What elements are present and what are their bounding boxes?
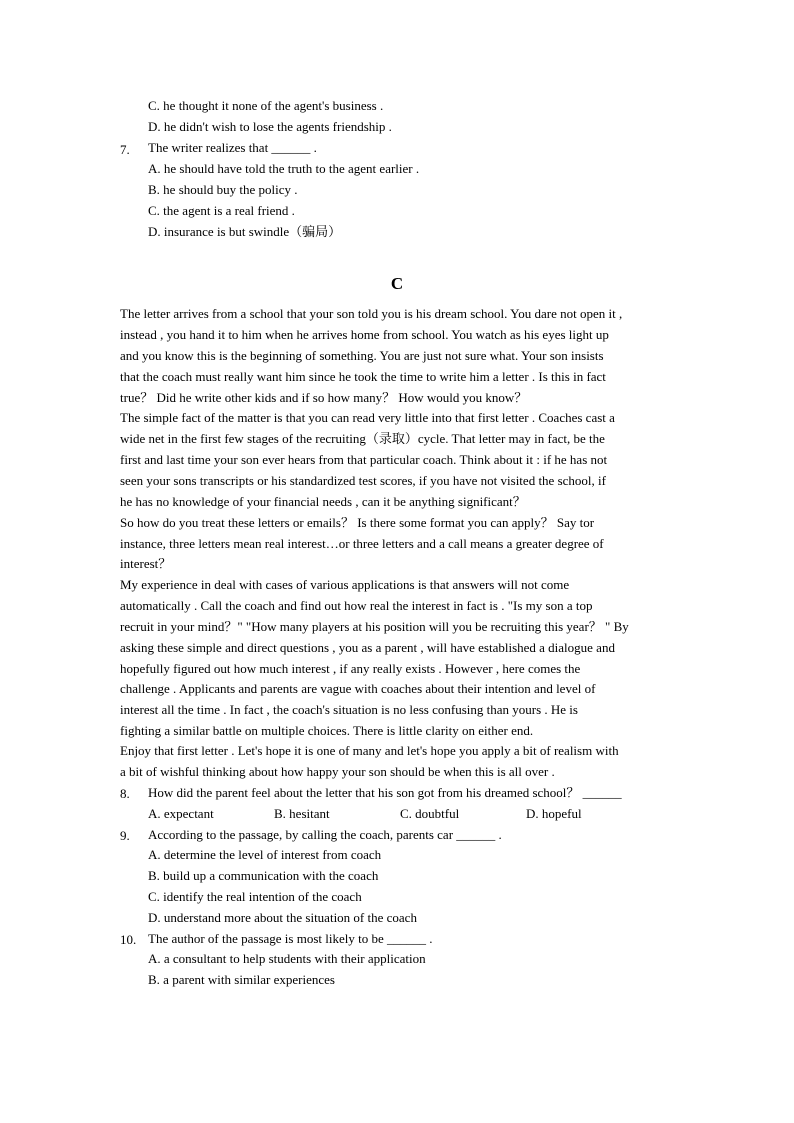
passage-line: The letter arrives from a school that your son told you is his dream school. You dare not open it ,	[120, 306, 623, 321]
q9-number: 9.	[120, 828, 130, 843]
passage-line: recruit in your mind？" "How many players at his position will you be recruiting this year？ " By	[120, 619, 629, 634]
passage-line: challenge . Applicants and parents are vague with coaches about their intention and level of	[120, 681, 596, 696]
passage-line: automatically . Call the coach and find out how real the interest in fact is . "Is my son a top	[120, 598, 593, 613]
q9-option-c: C. identify the real intention of the coach	[148, 889, 362, 904]
passage-line: true？ Did he write other kids and if so how many？ How would you know？	[120, 390, 528, 405]
q7-option-c: C. the agent is a real friend .	[148, 203, 295, 218]
passage-line: hopefully figured out how much interest , if any really exists . However , here comes the	[120, 661, 581, 676]
passage-line: wide net in the first few stages of the recruiting（录取）cycle. That letter may in fact, be the	[120, 431, 605, 446]
passage-line: and you know this is the beginning of something. You are just not sure what. Your son insists	[120, 348, 604, 363]
q9-option-d: D. understand more about the situation of the coach	[148, 910, 417, 925]
q8-option-a: A. expectant	[148, 806, 214, 821]
section-title: C	[390, 274, 404, 293]
q8-options-row	[148, 806, 708, 822]
q8-stem: How did the parent feel about the letter that his son got from his dreamed school？ ______	[148, 785, 622, 800]
q7-stem: The writer realizes that ______ .	[148, 140, 317, 155]
q10-option-a: A. a consultant to help students with their application	[148, 951, 426, 966]
q7-number: 7.	[120, 142, 130, 157]
passage-line: So how do you treat these letters or emails？ Is there some format you can apply？ Say tor	[120, 515, 595, 530]
q8-option-c: C. doubtful	[400, 806, 460, 821]
passage-line: seen your sons transcripts or his standardized test scores, if you have not visited the school, if	[120, 473, 606, 488]
passage-line: Enjoy that first letter . Let's hope it is one of many and let's hope you apply a bit of realism with	[120, 743, 619, 758]
passage-line: fighting a similar battle on multiple choices. There is little clarity on either end.	[120, 723, 534, 738]
q6-option-d: D. he didn't wish to lose the agents friendship .	[148, 119, 392, 134]
passage-line: The simple fact of the matter is that you can read very little into that first letter . Coaches cast a	[120, 410, 615, 425]
passage-line: My experience in deal with cases of various applications is that answers will not come	[120, 577, 570, 592]
passage-line: that the coach must really want him since he took the time to write him a letter . Is this in fact	[120, 369, 606, 384]
q8-option-b: B. hesitant	[274, 806, 330, 821]
passage-line: instance, three letters mean real interest…or three letters and a call means a greater degree of	[120, 536, 604, 551]
q9-option-a: A. determine the level of interest from coach	[148, 847, 382, 862]
q10-option-b: B. a parent with similar experiences	[148, 972, 335, 987]
q7-option-b: B. he should buy the policy .	[148, 182, 298, 197]
q10-stem: The author of the passage is most likely to be ______ .	[148, 931, 433, 946]
q6-option-c: C. he thought it none of the agent's business .	[148, 98, 384, 113]
q8-option-d: D. hopeful	[526, 806, 582, 821]
passage-line: a bit of wishful thinking about how happy your son should be when this is all over .	[120, 764, 555, 779]
passage-line: first and last time your son ever hears from that particular coach. Think about it : if he has not	[120, 452, 608, 467]
q7-option-a: A. he should have told the truth to the agent earlier .	[148, 161, 420, 176]
passage-line: interest？	[120, 556, 172, 571]
q8-number: 8.	[120, 786, 130, 801]
q10-number: 10.	[120, 932, 137, 947]
passage-line: asking these simple and direct questions , you as a parent , will have established a dialogue and	[120, 640, 615, 655]
q7-option-d: D. insurance is but swindle（骗局）	[148, 224, 342, 239]
passage-line: instead , you hand it to him when he arrives home from school. You watch as his eyes light up	[120, 327, 609, 342]
q9-option-b: B. build up a communication with the coach	[148, 868, 379, 883]
passage-line: he has no knowledge of your financial needs , can it be anything significant？	[120, 494, 526, 509]
passage-line: interest all the time . In fact , the coach's situation is no less confusing than yours . He is	[120, 702, 578, 717]
q9-stem: According to the passage, by calling the coach, parents car ______ .	[148, 827, 502, 842]
